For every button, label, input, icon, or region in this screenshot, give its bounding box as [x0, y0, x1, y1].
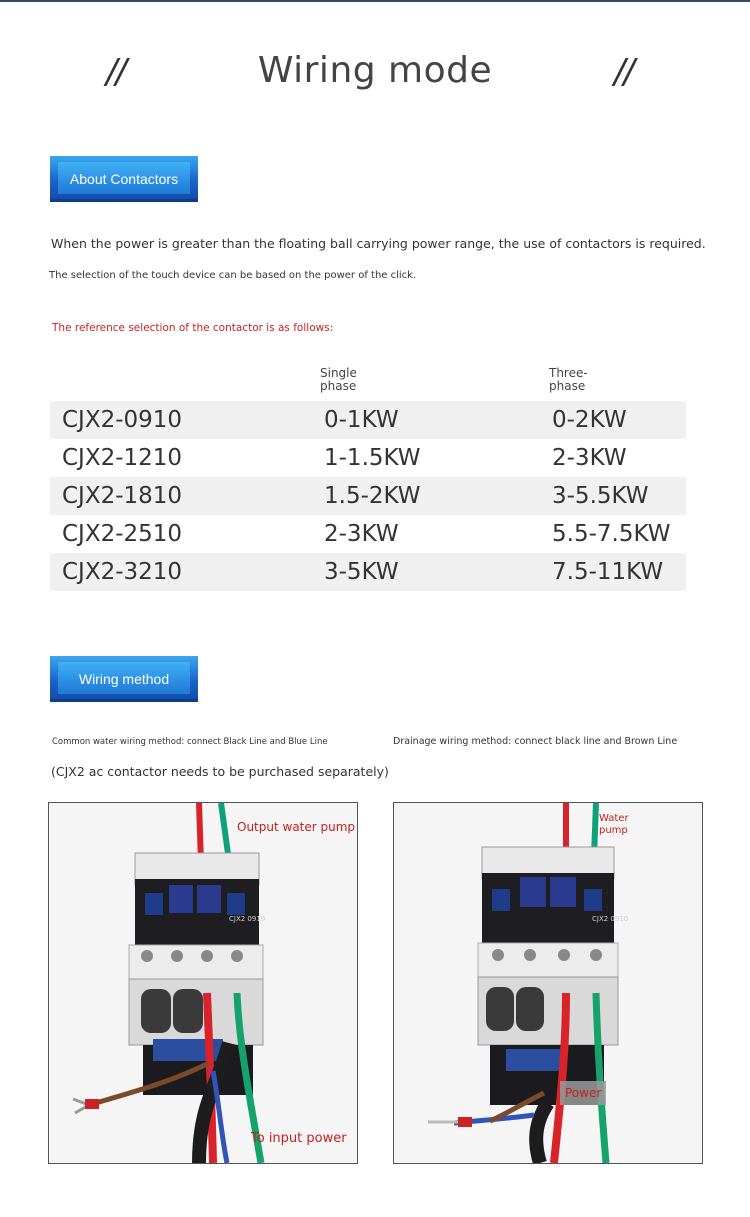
table-header — [50, 367, 686, 401]
contactor-selection-table — [50, 367, 686, 591]
model-cell: CJX2-1210 — [62, 445, 183, 471]
three-phase-cell: 5.5-7.5KW — [552, 521, 671, 547]
three-phase-cell: 7.5-11KW — [552, 559, 664, 585]
model-cell: CJX2-0910 — [62, 407, 183, 433]
about-contactors-label: About Contactors — [69, 171, 179, 187]
page-title: Wiring mode — [257, 50, 493, 91]
header-single-phase: Single phase — [320, 366, 357, 393]
single-phase-cell: 1.5-2KW — [324, 483, 421, 509]
contactor-intro-line1: When the power is greater than the floating ball carrying power range, the use of contactors is required. — [51, 236, 706, 251]
about-contactors-tag — [50, 156, 198, 202]
single-phase-cell: 0-1KW — [324, 407, 399, 433]
drainage-wiring-photo — [393, 802, 703, 1164]
model-cell: CJX2-2510 — [62, 521, 183, 547]
table-row — [50, 477, 686, 515]
model-label-left: CJX2 0910 — [229, 915, 266, 923]
three-phase-cell: 2-3KW — [552, 445, 627, 471]
right-slash-mark: // — [614, 52, 633, 92]
single-phase-cell: 2-3KW — [324, 521, 399, 547]
input-power-label: To input power — [251, 1131, 347, 1146]
table-row — [50, 553, 686, 591]
left-slash-mark: // — [106, 52, 125, 92]
model-cell: CJX2-3210 — [62, 559, 183, 585]
power-label: Power — [565, 1086, 602, 1100]
contactor-intro-line2: The selection of the touch device can be based on the power of the click. — [49, 270, 417, 281]
contactor-photo-left — [49, 803, 357, 1163]
header-three-phase: Three- phase — [549, 366, 588, 393]
output-water-pump-label: Output water pump — [237, 820, 356, 834]
three-phase-cell: 3-5.5KW — [552, 483, 649, 509]
model-label-right: CJX2 0910 — [592, 915, 629, 923]
common-wiring-text: Common water wiring method: connect Black Line and Blue Line — [52, 737, 328, 747]
contactor-reference-note: The reference selection of the contactor is as follows: — [52, 322, 334, 334]
contactor-photo-right — [394, 803, 702, 1163]
single-phase-cell: 3-5KW — [324, 559, 399, 585]
single-phase-cell: 1-1.5KW — [324, 445, 421, 471]
wiring-method-tag — [50, 656, 198, 702]
table-row — [50, 515, 686, 553]
wiring-method-label: Wiring method — [78, 671, 170, 687]
drainage-wiring-text: Drainage wiring method: connect black line and Brown Line — [393, 736, 678, 747]
top-border — [0, 0, 750, 2]
contactor-purchase-note: (CJX2 ac contactor needs to be purchased separately) — [51, 764, 389, 779]
title-row — [0, 48, 750, 98]
common-wiring-photo — [48, 802, 358, 1164]
table-row — [50, 401, 686, 439]
three-phase-cell: 0-2KW — [552, 407, 627, 433]
model-cell: CJX2-1810 — [62, 483, 183, 509]
table-row — [50, 439, 686, 477]
water-pump-label: Water pump — [599, 813, 629, 836]
